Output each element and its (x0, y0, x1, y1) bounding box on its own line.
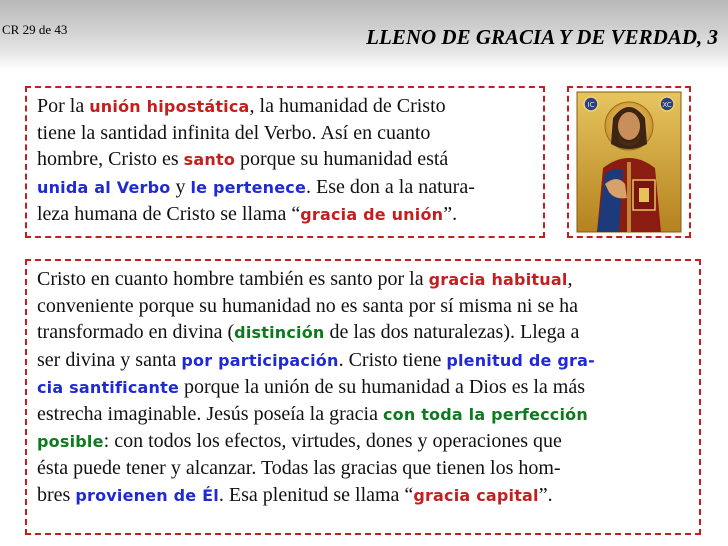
highlight-term: provienen de Él (75, 485, 219, 505)
text-line: leza humana de Cristo se llama “gracia de unión”. (37, 202, 458, 225)
highlight-term: distinción (234, 323, 325, 343)
habitual-grace-textbox (25, 259, 701, 535)
text-line: Cristo en cuanto hombre también es santo por la gracia habitual, (37, 268, 573, 290)
text-line: ésta puede tener y alcanzar. Todas las gracias que tienen los hom- (37, 457, 561, 480)
highlight-term: plenitud de gra- (446, 350, 595, 370)
highlight-term: con toda la perfección (382, 405, 588, 425)
text-line: bres provienen de Él. Esa plenitud se llama “gracia capital”. (37, 483, 553, 506)
text-line: estrecha imaginable. Jesús poseía la gracia con toda la perfección (37, 403, 588, 426)
text-line: Por la unión hipostática, la humanidad de Cristo (37, 95, 446, 117)
highlight-term: posible (37, 432, 104, 452)
christ-pantocrator-icon (567, 86, 691, 238)
text-line: ser divina y santa por participación. Cristo tiene plenitud de gra- (37, 348, 595, 371)
slide-counter: CR 29 de 43 (2, 22, 68, 37)
text-line: transformado en divina (distinción de las dos naturalezas). Llega a (37, 321, 580, 344)
svg-text:IC: IC (587, 101, 595, 109)
text-line: cia santificante porque la unión de su humanidad a Dios es la más (37, 375, 586, 398)
text-line: hombre, Cristo es santo porque su humanidad está (37, 148, 449, 171)
highlight-term: gracia de unión (300, 204, 444, 224)
highlight-term: le pertenece (190, 177, 307, 197)
svg-text:XC: XC (662, 101, 672, 109)
text-line: conveniente porque su humanidad no es santa por sí misma ni se ha (37, 295, 578, 318)
header-bar (0, 0, 728, 70)
highlight-term: santo (183, 150, 236, 170)
text-line: unida al Verbo y le pertenece. Ese don a la natura- (37, 175, 475, 198)
text-line: tiene la santidad infinita del Verbo. Así en cuanto (37, 122, 431, 145)
highlight-term: unida al Verbo (37, 177, 171, 197)
highlight-term: cia santificante (37, 377, 179, 397)
highlight-term: gracia habitual (428, 270, 568, 289)
highlight-term: unión hipostática (89, 97, 250, 116)
text-line: posible: con todos los efectos, virtudes, dones y operaciones que (37, 430, 562, 453)
slide-title: LLENO DE GRACIA Y DE VERDAD, 3 (366, 25, 718, 49)
highlight-term: por participación (181, 350, 339, 370)
icon-image (569, 88, 689, 236)
hypostatic-union-textbox (25, 86, 545, 238)
highlight-term: gracia capital (413, 485, 539, 505)
